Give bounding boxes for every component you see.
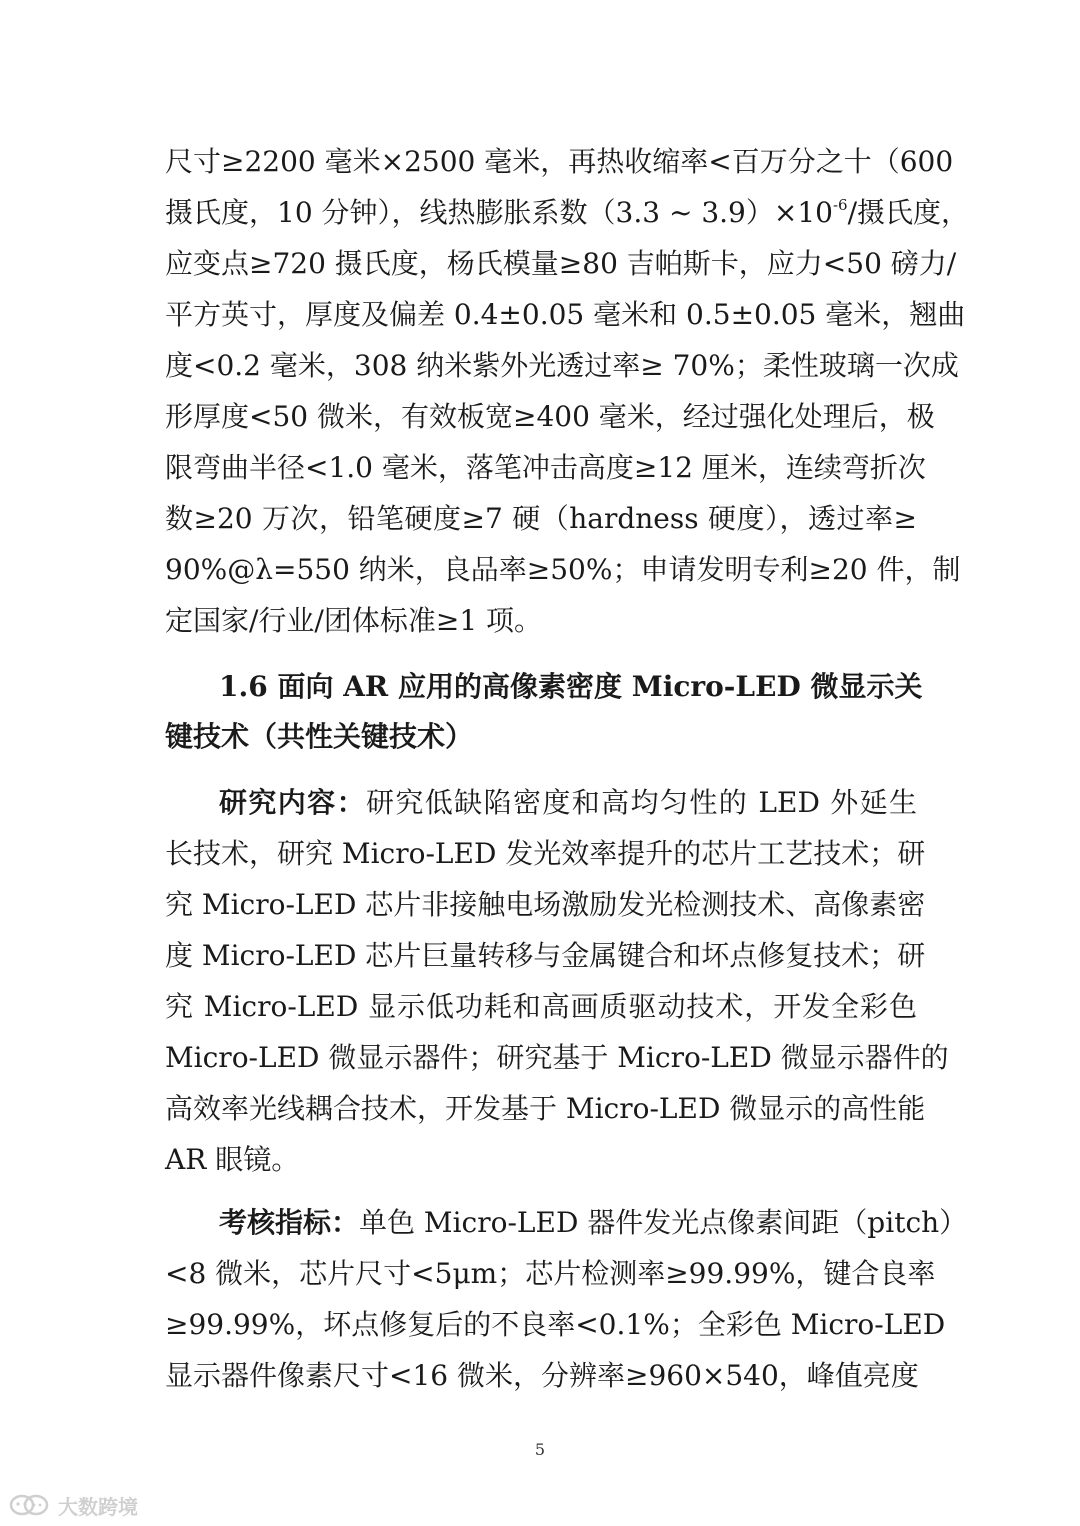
section-heading-line1: 1.6 面向 AR 应用的高像素密度 Micro-LED 微显示关 [219,670,923,703]
watermark-text: 大数跨境 [58,1494,138,1519]
body-line: ≥99.99%，坏点修复后的不良率<0.1%；全彩色 Micro-LED [165,1308,946,1341]
body-line: 究 Micro-LED 芯片非接触电场激励发光检测技术、高像素密 [165,888,926,921]
body-line: 究 Micro-LED 显示低功耗和高画质驱动技术，开发全彩色 [165,990,917,1023]
body-line: 长技术，研究 Micro-LED 发光效率提升的芯片工艺技术；研 [165,837,926,870]
body-line: 限弯曲半径<1.0 毫米，落笔冲击高度≥12 厘米，连续弯折次 [165,451,926,484]
assessment-label: 考核指标： [219,1206,360,1239]
body-line-text: 研究低缺陷密度和高均匀性的 LED 外延生 [365,786,917,819]
assessment-first-line [219,1203,968,1243]
superscript-exponent: -6 [832,196,848,214]
body-line [165,193,970,233]
body-line: 形厚度<50 微米，有效板宽≥400 毫米，经过强化处理后，极 [165,400,935,433]
body-line: 应变点≥720 摄氏度，杨氏模量≥80 吉帕斯卡，应力<50 磅力/ [165,247,957,280]
page-number: 5 [534,1440,546,1459]
body-line: 显示器件像素尺寸<16 微米，分辨率≥960×540，峰值亮度 [165,1359,919,1392]
body-line: AR 眼镜。 [165,1143,300,1176]
research-content-label: 研究内容： [219,786,366,819]
body-line-text: 单色 Micro-LED 器件发光点像素间距（pitch） [359,1206,968,1239]
body-line: 高效率光线耦合技术，开发基于 Micro-LED 微显示的高性能 [165,1092,926,1125]
research-content-first-line [219,783,917,823]
body-line: 数≥20 万次，铅笔硬度≥7 硬（hardness 硬度），透过率≥ [165,502,917,535]
body-line: 90%@λ=550 纳米，良品率≥50%；申请发明专利≥20 件，制 [165,553,961,586]
body-line-suffix: /摄氏度， [847,196,970,229]
watermark [8,1490,138,1520]
body-line: <8 微米，芯片尺寸<5μm；芯片检测率≥99.99%，键合良率 [165,1257,936,1290]
section-heading-line2: 键技术（共性关键技术） [165,720,474,753]
wechat-watermark-logo-icon [8,1493,52,1517]
body-line: 平方英寸，厚度及偏差 0.4±0.05 毫米和 0.5±0.05 毫米，翘曲 [165,298,966,331]
body-line: 定国家/行业/团体标准≥1 项。 [165,604,543,637]
body-line: 度 Micro-LED 芯片巨量转移与金属键合和坏点修复技术；研 [165,939,926,972]
body-line: 度<0.2 毫米，308 纳米紫外光透过率≥ 70%；柔性玻璃一次成 [165,349,959,382]
body-line: 尺寸≥2200 毫米×2500 毫米，再热收缩率<百万分之十（600 [165,145,954,178]
body-line: Micro-LED 微显示器件；研究基于 Micro-LED 微显示器件的 [165,1041,949,1074]
body-line-text: 摄氏度，10 分钟），线热膨胀系数（3.3 ~ 3.9）×10 [165,196,833,229]
